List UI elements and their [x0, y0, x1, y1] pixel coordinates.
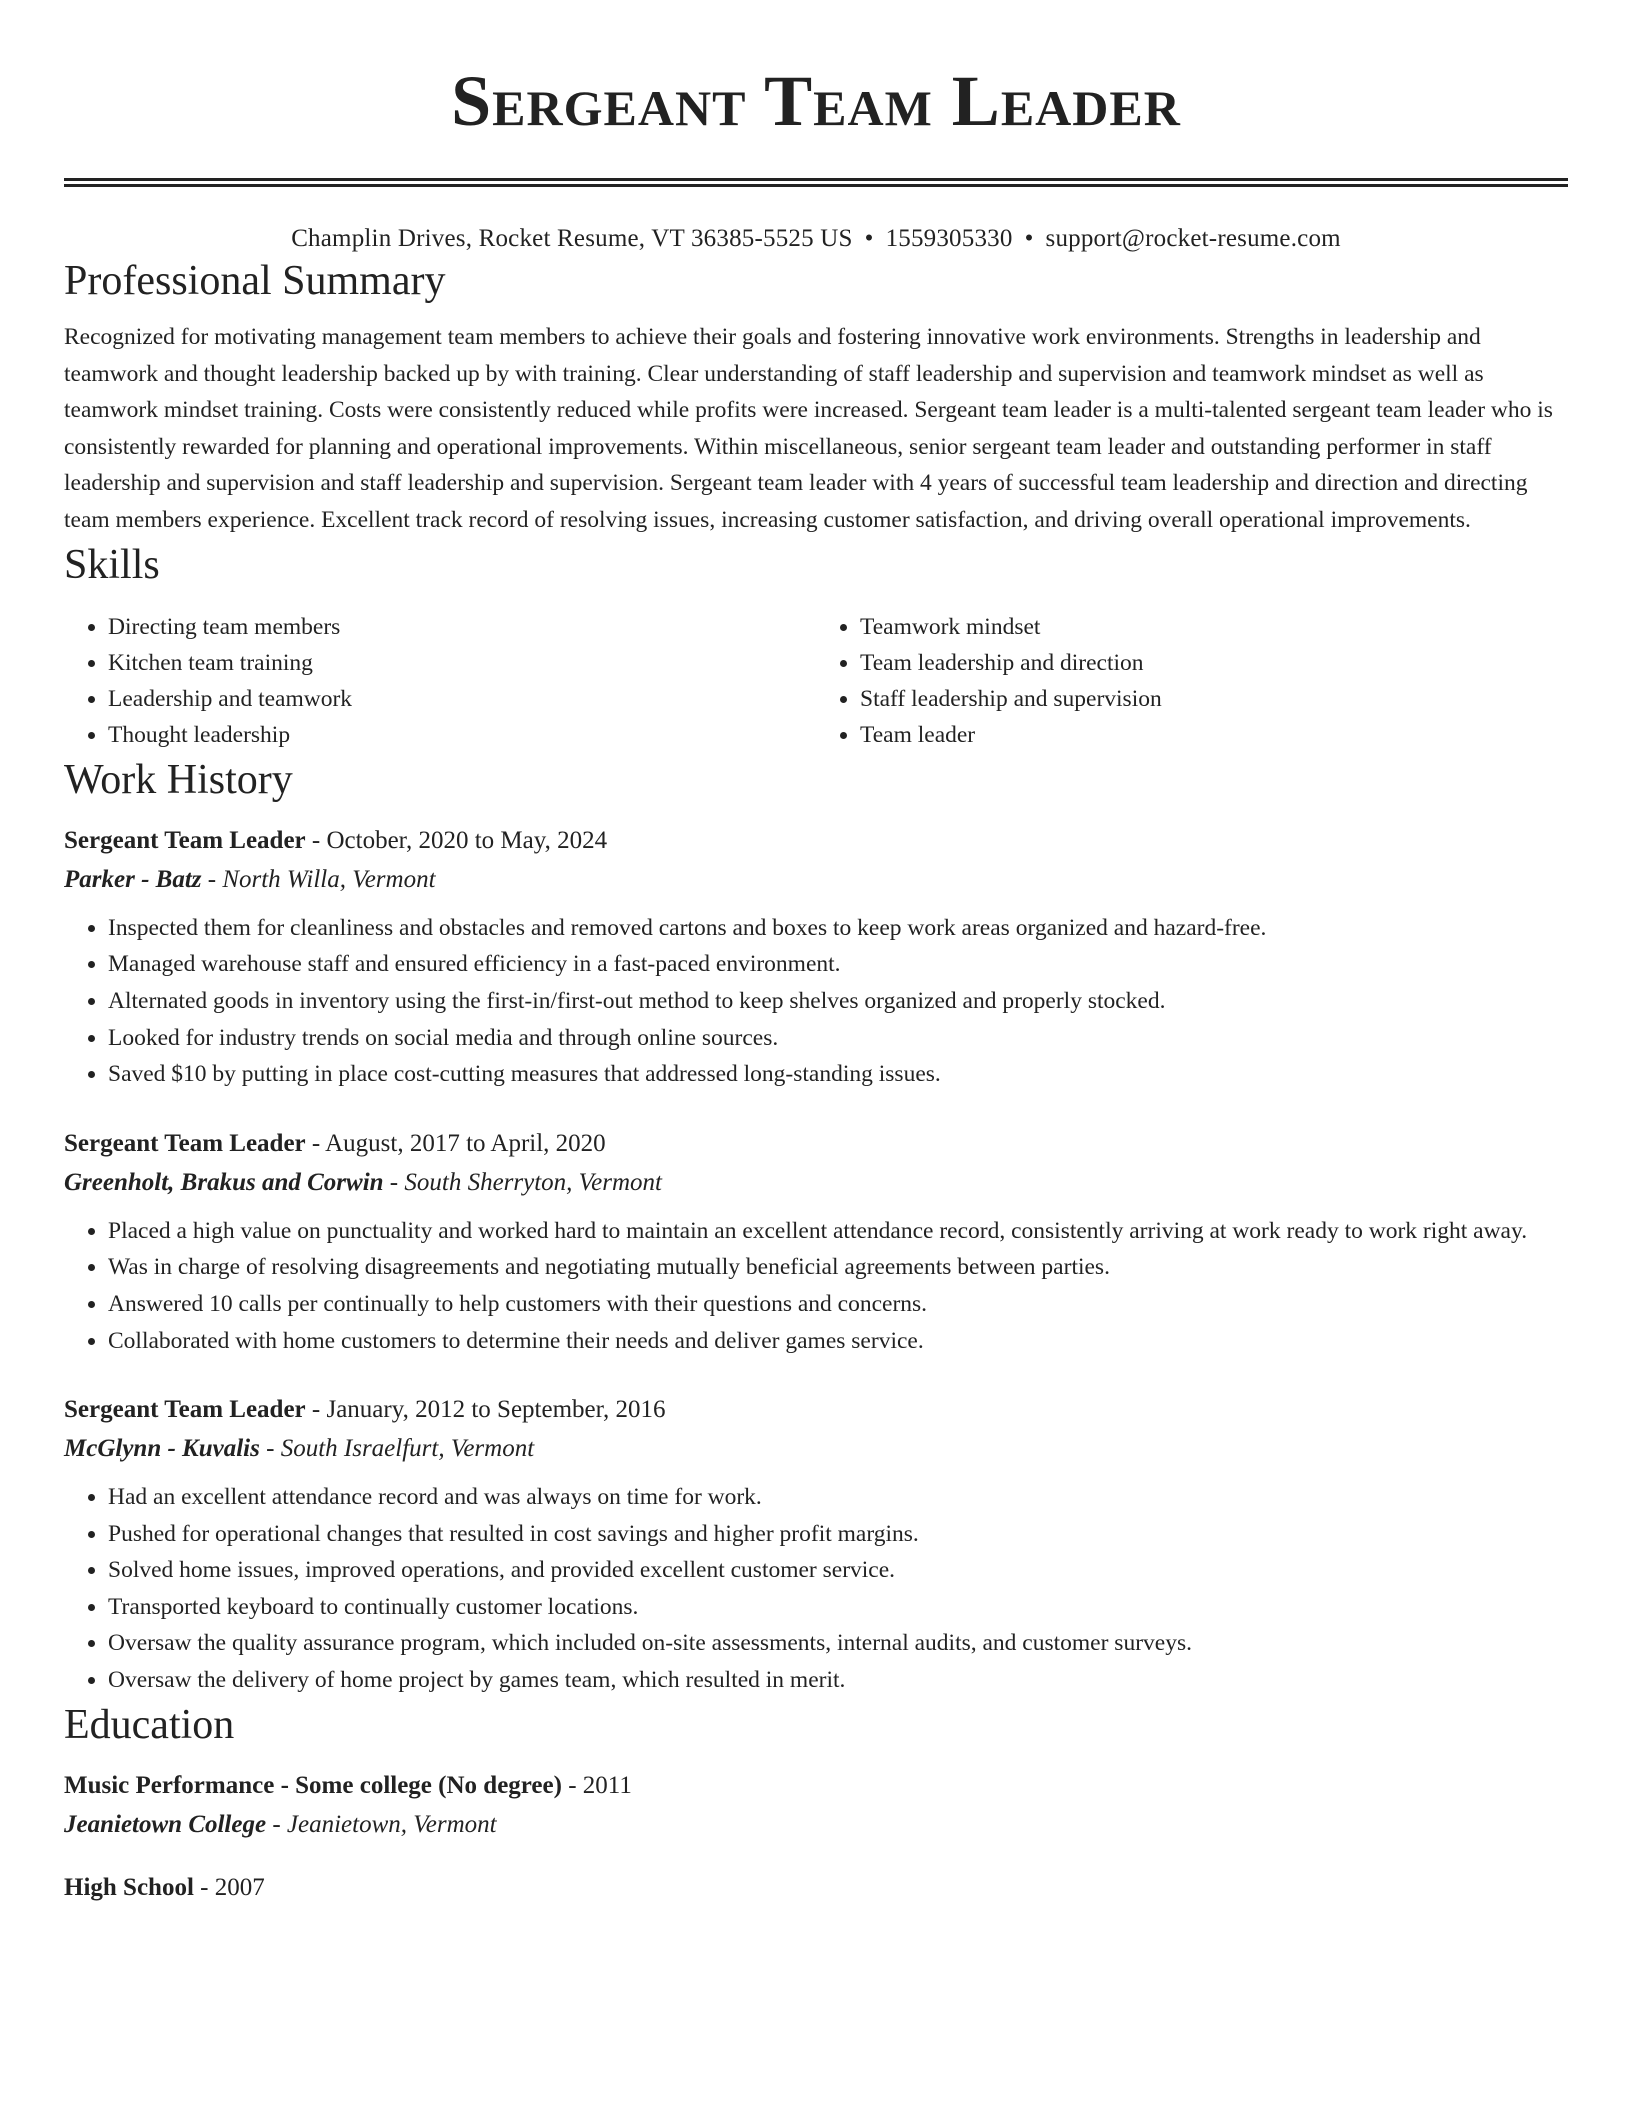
dash: - [305, 1129, 326, 1157]
degree-line [64, 1869, 1568, 1907]
job-bullet: • Managed warehouse staff and ensured efficiency in a fast-paced environment. [108, 946, 1568, 983]
work-history-heading: Work History [64, 756, 293, 803]
job-title-line [64, 822, 1568, 860]
skills-heading: Skills [64, 541, 160, 588]
job-bullets [64, 1213, 1568, 1359]
degree-line [64, 1767, 1568, 1805]
degree: Music Performance - Some college (No degree) [64, 1771, 562, 1799]
company-line [64, 1163, 1568, 1203]
skill-item: • Teamwork mindset [860, 609, 1568, 645]
job-location: South Israelfurt, Vermont [280, 1435, 535, 1463]
skills-column-right [816, 609, 1568, 754]
job-location: South Sherryton, Vermont [404, 1168, 662, 1196]
education-entry [64, 1869, 1568, 1907]
dash: - [305, 826, 327, 854]
job-bullet: • Oversaw the quality assurance program, which included on-site assessments, internal audits, and customer surveys. [108, 1625, 1568, 1662]
job-bullet: • Pushed for operational changes that resulted in cost savings and higher profit margins. [108, 1516, 1568, 1553]
contact-separator: • [1024, 225, 1034, 252]
job-dates: October, 2020 to May, 2024 [326, 826, 608, 854]
skills-list [64, 609, 1568, 754]
job-bullet: • Inspected them for cleanliness and obstacles and removed cartons and boxes to keep work areas organized and hazard-free. [108, 910, 1568, 947]
education-heading: Education [64, 1701, 235, 1748]
school-line [64, 1805, 1568, 1845]
job-bullet: • Had an excellent attendance record and was always on time for work. [108, 1479, 1568, 1516]
skill-item: • Leadership and teamwork [108, 681, 816, 717]
graduation-year: 2007 [214, 1873, 265, 1901]
header-divider [64, 178, 1568, 187]
job-bullet: • Collaborated with home customers to determine their needs and deliver games service. [108, 1323, 1568, 1360]
summary-text: Recognized for motivating management team members to achieve their goals and fostering innovative work environments. Strengths in leadership and teamwork and thought leadership backed up by with training. Clear understanding of staff leadership and supervision and teamwork mindset as well as teamwork mindset training. Costs were consistently reduced while profits were increased. Sergeant team leader is a multi-talented sergeant team leader who is consistently rewarded for planning and operational improvements. Within miscellaneous, senior sergeant team leader and outstanding performer in staff leadership and supervision and staff leadership and supervision. Sergeant team leader with 4 years of successful team leadership and direction and directing team members experience. Excellent track record of resolving issues, increasing customer satisfaction, and driving overall operational improvements. [64, 324, 1553, 533]
contact-line [64, 223, 1568, 255]
dash: - [259, 1435, 281, 1463]
school-name: Jeanietown College [64, 1810, 267, 1838]
summary-heading: Professional Summary [64, 258, 446, 304]
job-role: Sergeant Team Leader [64, 826, 306, 854]
job-dates: August, 2017 to April, 2020 [325, 1129, 606, 1157]
company-line [64, 860, 1568, 900]
contact-phone: 1559305330 [885, 225, 1013, 252]
dash: - [266, 1810, 287, 1838]
contact-address: Champlin Drives, Rocket Resume, VT 36385-5525 US [291, 225, 853, 252]
skill-item: • Thought leadership [108, 717, 816, 753]
skill-item: • Team leader [860, 717, 1568, 753]
job-bullet: • Looked for industry trends on social media and through online sources. [108, 1020, 1568, 1057]
skill-item: • Staff leadership and supervision [860, 681, 1568, 717]
job-title-line [64, 1391, 1568, 1429]
contact-separator: • [864, 225, 874, 252]
job-bullet: • Answered 10 calls per continually to help customers with their questions and concerns. [108, 1286, 1568, 1323]
job-location: North Willa, Vermont [222, 865, 436, 893]
education-entry [64, 1767, 1568, 1845]
job-bullets [64, 1479, 1568, 1699]
job-role: Sergeant Team Leader [64, 1129, 306, 1157]
job-bullet: • Alternated goods in inventory using the first-in/first-out method to keep shelves organized and properly stocked. [108, 983, 1568, 1020]
job-bullet: • Was in charge of resolving disagreements and negotiating mutually beneficial agreements between parties. [108, 1249, 1568, 1286]
job-bullet: • Placed a high value on punctuality and worked hard to maintain an excellent attendance record, consistently arriving at work ready to work right away. [108, 1213, 1568, 1250]
job-company: Parker - Batz [64, 865, 202, 893]
school-location: Jeanietown, Vermont [286, 1810, 497, 1838]
dash: - [383, 1168, 405, 1196]
skills-column-left [64, 609, 816, 754]
job-dates: January, 2012 to September, 2016 [326, 1396, 666, 1424]
skill-item: • Directing team members [108, 609, 816, 645]
job-bullet: • Saved $10 by putting in place cost-cutting measures that addressed long-standing issues. [108, 1056, 1568, 1093]
job-bullet: • Solved home issues, improved operations, and provided excellent customer service. [108, 1552, 1568, 1589]
dash: - [305, 1396, 327, 1424]
job-title-line [64, 1125, 1568, 1163]
job-bullets [64, 910, 1568, 1093]
job-company: McGlynn - Kuvalis [64, 1435, 260, 1463]
job-entry [64, 822, 1568, 1093]
resume-name: Sergeant Team Leader [451, 61, 1181, 141]
job-entry [64, 1125, 1568, 1359]
skill-item: • Team leadership and direction [860, 645, 1568, 681]
skill-item: • Kitchen team training [108, 645, 816, 681]
company-line [64, 1429, 1568, 1469]
dash: - [193, 1873, 215, 1901]
job-bullet: • Transported keyboard to continually customer locations. [108, 1589, 1568, 1626]
degree: High School [64, 1873, 194, 1901]
job-company: Greenholt, Brakus and Corwin [64, 1168, 384, 1196]
job-role: Sergeant Team Leader [64, 1396, 306, 1424]
job-entry [64, 1391, 1568, 1699]
dash: - [561, 1771, 583, 1799]
graduation-year: 2011 [582, 1771, 632, 1799]
contact-email: support@rocket-resume.com [1045, 225, 1341, 252]
dash: - [201, 865, 223, 893]
job-bullet: • Oversaw the delivery of home project by games team, which resulted in merit. [108, 1662, 1568, 1699]
